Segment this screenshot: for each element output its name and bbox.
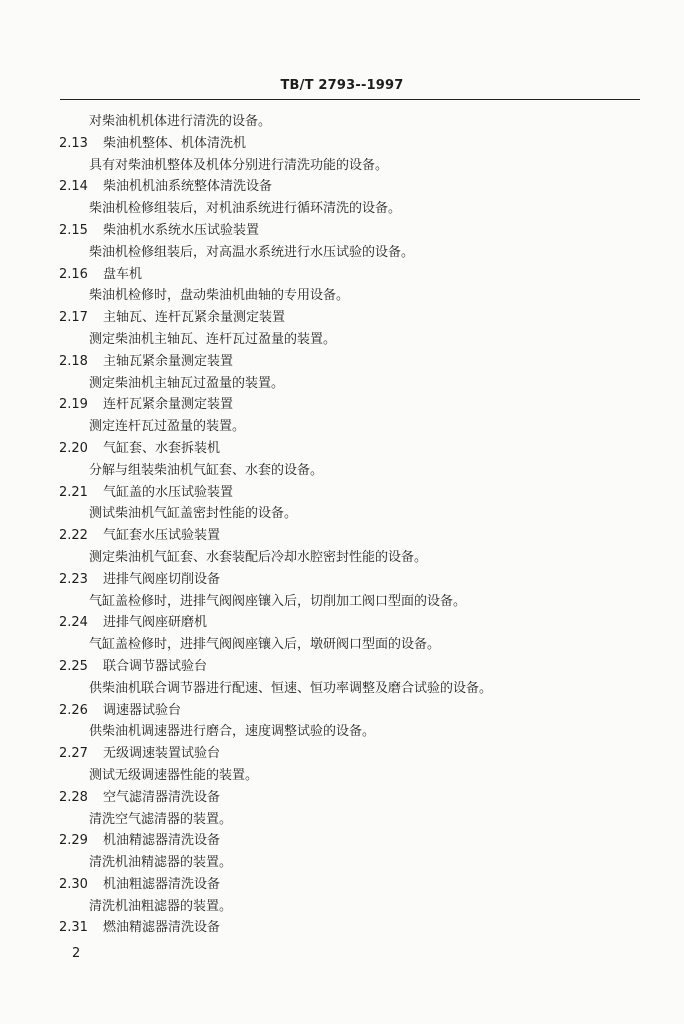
clause-heading [59, 176, 659, 198]
clause-description: 清洗机油精滤器的装置。 [89, 855, 233, 871]
clause-heading [59, 133, 659, 155]
clause-description: 测定柴油机主轴瓦、连杆瓦过盈量的装置。 [89, 331, 337, 347]
clause-description: 分解与组装柴油机气缸套、水套的设备。 [89, 462, 324, 478]
clause-description: 柴油机检修组装后，对机油系统进行循环清洗的设备。 [89, 201, 402, 217]
clause-title: 空气滤清器清洗设备 [103, 789, 221, 805]
clause-number: 2.21 [59, 484, 88, 500]
clause-title: 主轴瓦、连杆瓦紧余量测定装置 [103, 310, 286, 326]
clause-number: 2.30 [59, 876, 88, 892]
clause-description: 测定柴油机主轴瓦过盈量的装置。 [89, 375, 285, 391]
clause-title: 联合调节器试验台 [103, 658, 208, 674]
clause-heading [59, 438, 659, 460]
clause-number: 2.29 [59, 833, 88, 849]
clause-title: 气缸套、水套拆装机 [103, 440, 221, 456]
clause-heading [59, 743, 659, 765]
clause-number: 2.25 [59, 658, 88, 674]
clause-description: 清洗机油粗滤器的装置。 [89, 898, 233, 914]
clause-heading [59, 220, 659, 242]
clause-title: 柴油机机油系统整体清洗设备 [103, 179, 273, 195]
clause-heading [59, 656, 659, 678]
clause-heading [59, 830, 659, 852]
clause-heading [59, 351, 659, 373]
clause-title: 进排气阀座切削设备 [103, 571, 221, 587]
clause-number: 2.19 [59, 397, 88, 413]
clause-heading [59, 569, 659, 591]
clause-heading [59, 525, 659, 547]
clause-description: 气缸盖检修时，进排气阀阀座镶入后，墩研阀口型面的设备。 [89, 637, 441, 653]
clause-description: 测试无级调速器性能的装置。 [89, 767, 259, 783]
clause-title: 气缸套水压试验装置 [103, 528, 221, 544]
clause-heading [59, 787, 659, 809]
clause-title: 盘车机 [103, 266, 143, 282]
clause-list [59, 111, 659, 939]
clause-title: 无级调速装置试验台 [103, 746, 221, 762]
clause-description: 具有对柴油机整体及机体分别进行清洗功能的设备。 [89, 157, 389, 173]
clauses-container [59, 133, 659, 939]
clause-heading [59, 307, 659, 329]
clause-heading [59, 482, 659, 504]
clause-title: 进排气阀座研磨机 [103, 615, 208, 631]
clause-title: 机油精滤器清洗设备 [103, 833, 221, 849]
clause-description: 测试柴油机气缸盖密封性能的设备。 [89, 506, 298, 522]
clause-number: 2.22 [59, 528, 88, 544]
clause-heading [59, 917, 659, 939]
clause-number: 2.24 [59, 615, 88, 631]
clause-title: 主轴瓦紧余量测定装置 [103, 353, 234, 369]
clause-description: 测定柴油机气缸套、水套装配后冷却水腔密封性能的设备。 [89, 549, 428, 565]
clause-description: 柴油机检修组装后，对高温水系统进行水压试验的设备。 [89, 244, 415, 260]
clause-title: 柴油机整体、机体清洗机 [103, 135, 247, 151]
clause-title: 连杆瓦紧余量测定装置 [103, 397, 234, 413]
standard-code: TB/T 2793--1997 [280, 78, 404, 93]
clause-description: 测定连杆瓦过盈量的装置。 [89, 419, 246, 435]
clause-number: 2.17 [59, 310, 88, 326]
clause-number: 2.20 [59, 440, 88, 456]
clause-heading [59, 700, 659, 722]
clause-description: 供柴油机调速器进行磨合，速度调整试验的设备。 [89, 724, 376, 740]
clause-number: 2.14 [59, 179, 88, 195]
clause-number: 2.31 [59, 920, 88, 936]
page-number: 2 [72, 946, 81, 961]
clause-number: 2.13 [59, 135, 88, 151]
clause-heading [59, 264, 659, 286]
clause-heading [59, 394, 659, 416]
clause-heading [59, 874, 659, 896]
clause-title: 调速器试验台 [103, 702, 182, 718]
clause-description: 清洗空气滤清器的装置。 [89, 811, 233, 827]
clause-title: 气缸盖的水压试验装置 [103, 484, 234, 500]
header-rule [60, 99, 640, 100]
clause-heading [59, 612, 659, 634]
clause-number: 2.16 [59, 266, 88, 282]
clause-number: 2.18 [59, 353, 88, 369]
clause-title: 柴油机水系统水压试验装置 [103, 222, 260, 238]
clause-description: 柴油机检修时，盘动柴油机曲轴的专用设备。 [89, 288, 350, 304]
clause-description: 供柴油机联合调节器进行配速、恒速、恒功率调整及磨合试验的设备。 [89, 680, 493, 696]
clause-number: 2.23 [59, 571, 88, 587]
clause-number: 2.15 [59, 222, 88, 238]
clause-title: 燃油精滤器清洗设备 [103, 920, 221, 936]
clause-number: 2.27 [59, 746, 88, 762]
continuation-text: 对柴油机机体进行清洗的设备。 [89, 114, 272, 129]
clause-number: 2.28 [59, 789, 88, 805]
clause-number: 2.26 [59, 702, 88, 718]
clause-title: 机油粗滤器清洗设备 [103, 876, 221, 892]
clause-description: 气缸盖检修时，进排气阀阀座镶入后，切削加工阀口型面的设备。 [89, 593, 467, 609]
